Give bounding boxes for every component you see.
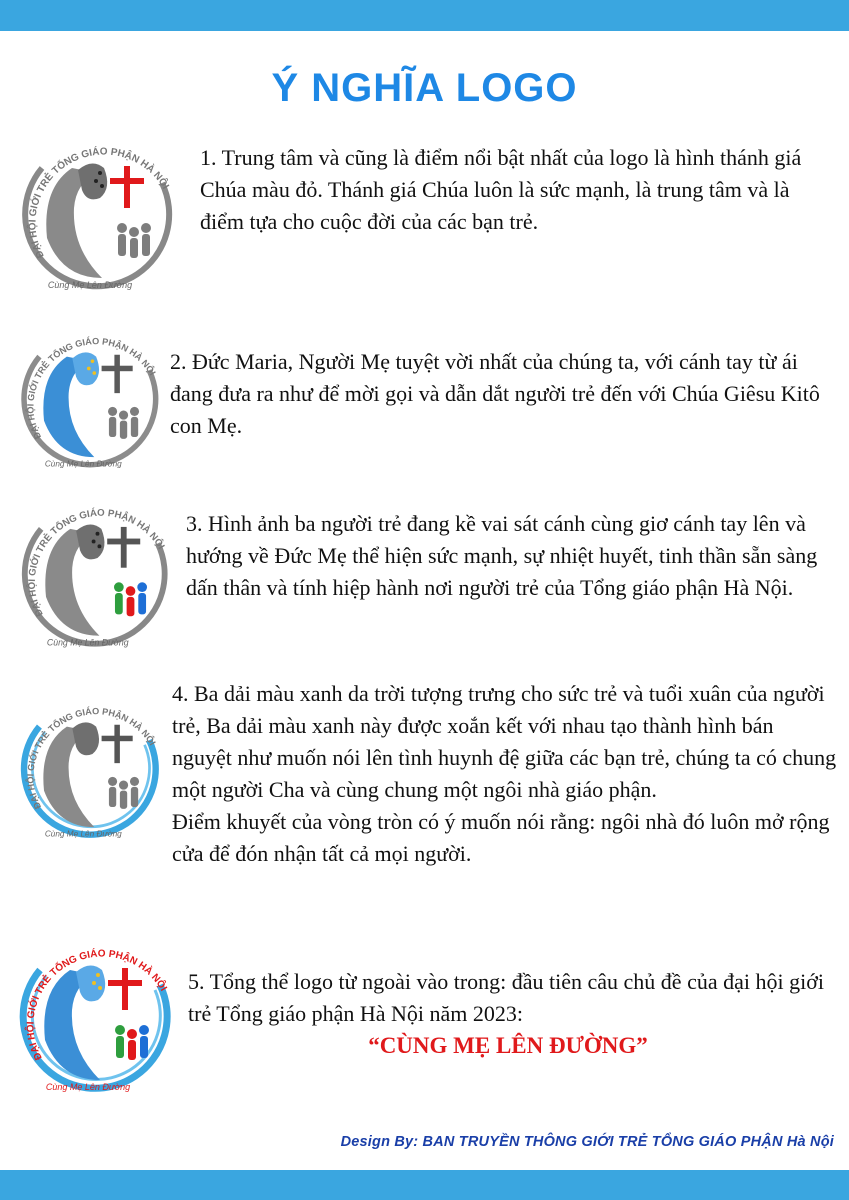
section-5-text: 5. Tổng thể logo từ ngoài vào trong: đầu tiên câu chủ đề của đại hội giới trẻ Tổng giáo phận Hà Nội năm 2023: (188, 969, 824, 1026)
section-2-text: 2. Đức Maria, Người Mẹ tuyệt vời nhất của chúng ta, với cánh tay từ ái đang đưa ra như để mời gọi và dẫn dắt người trẻ đến với Chúa Giêsu Kitô con Mẹ. (170, 349, 820, 438)
section-4-text-2: Điểm khuyết của vòng tròn có ý muốn nói rằng: ngôi nhà đó luôn mở rộng cửa để đón nhận tất cả mọi người. (172, 809, 830, 866)
page-title: Ý NGHĨA LOGO (271, 66, 578, 110)
top-band (0, 0, 849, 31)
logo-ring-text: ĐẠI HỘI GIỚI TRẺ TỔNG GIÁO PHẬN HÀ NỘI 2023 (9, 312, 158, 441)
logo-variant-1 (9, 120, 187, 303)
section-4-text: 4. Ba dải màu xanh da trời tượng trưng cho sức trẻ và tuổi xuân của người trẻ, Ba dải màu xanh này được xoắn kết với nhau tạo thành hình bán nguyệt như muốn nói lên tình huynh đệ giữa các bạn trẻ, chúng ta có chung một người Cha và cùng chung một ngôi nhà giáo phận. (172, 681, 837, 802)
logo-slogan: Cùng Mẹ Lên Đường (44, 829, 122, 839)
logo-variant-3 (9, 482, 182, 660)
section-4 (172, 678, 837, 870)
logo-ring-text: ĐẠI HỘI GIỚI TRẺ TỔNG GIÁO PHẬN HÀ NỘI 2023 (9, 682, 158, 811)
design-credit: Design By: BAN TRUYỀN THÔNG GIỚI TRẺ TỔNG GIÁO PHẬN Hà Nội (340, 1134, 834, 1150)
logo-slogan: Cùng Mẹ Lên Đường (44, 459, 122, 469)
logo-slogan: Cùng Mẹ Lên Đường (45, 1082, 131, 1092)
logo-ring-text: ĐẠI HỘI GIỚI TRẺ TỔNG GIÁO PHẬN HÀ NỘI 2023 (7, 922, 169, 1062)
logo-variant-5 (7, 922, 185, 1105)
theme-quote: “CÙNG MẸ LÊN ĐƯỜNG” (368, 1033, 648, 1058)
bottom-band (0, 1170, 849, 1200)
section-5 (188, 966, 828, 1062)
section-1-text: 1. Trung tâm và cũng là điểm nổi bật nhất của logo là hình thánh giá Chúa màu đỏ. Thánh giá Chúa luôn là sức mạnh, là trung tâm và là điểm tựa cho cuộc đời của các bạn trẻ. (200, 145, 802, 234)
logo-slogan: Cùng Mẹ Lên Đường (47, 280, 133, 290)
logo-variant-2 (9, 312, 172, 480)
section-2 (170, 346, 842, 442)
logo-ring-text: ĐẠI HỘI GIỚI TRẺ TỔNG GIÁO PHẬN HÀ NỘI 2023 (9, 120, 171, 260)
section-3 (186, 508, 826, 604)
section-3-text: 3. Hình ảnh ba người trẻ đang kề vai sát cánh cùng giơ cánh tay lên và hướng về Đức Mẹ thể hiện sức mạnh, sự nhiệt huyết, tinh thần sẵn sàng dấn thân và tính hiệp hành nơi người trẻ của Tổng giáo phận Hà Nội. (186, 511, 818, 600)
logo-ring-text: ĐẠI HỘI GIỚI TRẺ TỔNG GIÁO PHẬN HÀ NỘI 2023 (9, 482, 167, 618)
section-1 (200, 142, 830, 238)
logo-slogan: Cùng Mẹ Lên Đường (46, 637, 129, 648)
logo-variant-4 (9, 682, 172, 850)
